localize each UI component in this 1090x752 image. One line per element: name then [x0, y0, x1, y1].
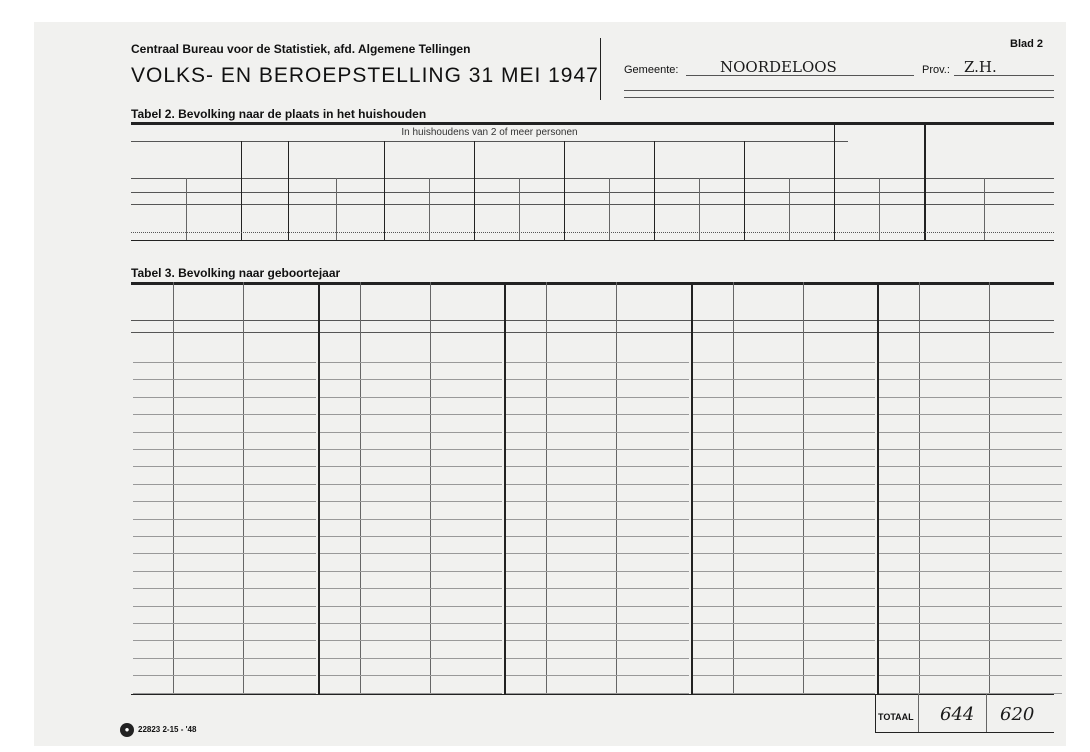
tabel2-sex-divider: [984, 178, 985, 240]
tabel3-row-underline: [693, 379, 876, 380]
tabel3-row-underline: [879, 519, 1062, 520]
totaal-bottom-rule: [875, 732, 1054, 733]
tabel3-row-underline: [320, 466, 503, 467]
tabel3-row-underline: [879, 675, 1062, 676]
tabel3-row-underline: [693, 362, 876, 363]
tabel2-bottom-rule: [131, 240, 1054, 241]
form-code: 22823 2-15 - '48: [138, 725, 197, 734]
tabel2-num-rule: [131, 204, 1054, 205]
tabel3-row-underline: [693, 432, 876, 433]
tabel3-row-underline: [133, 414, 316, 415]
tabel3-col-divider: [243, 282, 244, 694]
tabel2-group-rule: [131, 141, 848, 142]
totaal-divider-1: [875, 694, 876, 732]
tabel3-row-underline: [506, 623, 689, 624]
totaal-men: 644: [940, 704, 975, 725]
tabel3-row-underline: [879, 362, 1062, 363]
tabel3-row-underline: [133, 501, 316, 502]
gemeente-label: Gemeente:: [624, 64, 679, 76]
tabel2-sex-rule: [131, 192, 1054, 193]
tabel3-row-underline: [693, 414, 876, 415]
tabel3-col-divider: [989, 282, 990, 694]
tabel3-row-underline: [320, 484, 503, 485]
tabel3-block-divider: [318, 282, 320, 694]
tabel2-group-divider: [241, 141, 242, 240]
tabel3-row-underline: [133, 484, 316, 485]
tabel3-row-underline: [879, 449, 1062, 450]
tabel3-col-divider: [173, 282, 174, 694]
tabel2-group-divider: [834, 122, 835, 240]
tabel3-row-underline: [506, 414, 689, 415]
header-rule-1: [624, 90, 1054, 91]
tabel3-row-underline: [133, 449, 316, 450]
tabel3-row-underline: [320, 553, 503, 554]
form-title: VOLKS- EN BEROEPSTELLING 31 MEI 1947: [131, 64, 599, 87]
tabel3-row-underline: [320, 362, 503, 363]
tabel3-bottom-rule: [131, 694, 1054, 695]
tabel3-row-underline: [506, 588, 689, 589]
tabel3-row-underline: [133, 588, 316, 589]
tabel3-col-divider: [919, 282, 920, 694]
tabel3-row-underline: [693, 623, 876, 624]
tabel3-row-underline: [693, 397, 876, 398]
tabel3-row-underline: [506, 658, 689, 659]
tabel3-row-underline: [133, 466, 316, 467]
tabel2-title: Tabel 2. Bevolking naar de plaats in het huishouden: [131, 107, 427, 121]
tabel3-row-underline: [506, 606, 689, 607]
tabel3-row-underline: [693, 519, 876, 520]
tabel3-row-underline: [320, 658, 503, 659]
tabel3-row-underline: [693, 553, 876, 554]
tabel3-row-underline: [879, 623, 1062, 624]
tabel3-row-underline: [506, 432, 689, 433]
tabel3-row-underline: [320, 397, 503, 398]
tabel3-col-divider: [430, 282, 431, 694]
tabel3-row-underline: [879, 693, 1062, 694]
prov-underline: [954, 75, 1054, 76]
tabel3-col-divider: [803, 282, 804, 694]
tabel3-row-underline: [693, 675, 876, 676]
tabel3-col-divider: [360, 282, 361, 694]
tabel2-sex-divider: [429, 178, 430, 240]
tabel3-row-underline: [506, 484, 689, 485]
tabel3-row-underline: [506, 379, 689, 380]
tabel3-row-underline: [133, 640, 316, 641]
tabel3-row-underline: [693, 466, 876, 467]
prov-label: Prov.:: [922, 64, 950, 76]
totaal-divider-2: [918, 694, 919, 732]
tabel3-row-underline: [506, 536, 689, 537]
sheet-number: Blad 2: [1010, 38, 1044, 50]
tabel3-row-underline: [693, 588, 876, 589]
tabel2-group-divider: [564, 141, 565, 240]
tabel3-row-underline: [133, 432, 316, 433]
printer-logo: ●: [120, 723, 134, 737]
tabel3-row-underline: [320, 693, 503, 694]
gemeente-value: NOORDELOOS: [720, 58, 837, 76]
tabel3-row-underline: [133, 553, 316, 554]
tabel3-top-rule: [131, 282, 1054, 285]
tabel3-row-underline: [879, 379, 1062, 380]
tabel3-row-underline: [693, 449, 876, 450]
tabel3-row-underline: [879, 414, 1062, 415]
tabel2-top-rule: [131, 122, 1054, 125]
tabel3-row-underline: [879, 501, 1062, 502]
tabel3-row-underline: [693, 571, 876, 572]
tabel3-block-divider: [877, 282, 879, 694]
tabel3-row-underline: [133, 658, 316, 659]
tabel3-row-underline: [693, 693, 876, 694]
tabel3-row-underline: [693, 484, 876, 485]
tabel3-row-underline: [320, 379, 503, 380]
tabel3-row-underline: [133, 606, 316, 607]
tabel3-row-underline: [506, 571, 689, 572]
tabel3-row-underline: [320, 519, 503, 520]
tabel3-row-underline: [320, 536, 503, 537]
tabel3-row-underline: [320, 414, 503, 415]
tabel3-row-underline: [320, 606, 503, 607]
tabel3-row-underline: [879, 606, 1062, 607]
tabel3-num-rule: [131, 332, 1054, 333]
tabel3-row-underline: [133, 379, 316, 380]
tabel3-title: Tabel 3. Bevolking naar geboortejaar: [131, 266, 341, 280]
tabel3-row-underline: [133, 675, 316, 676]
header-rule-2: [624, 97, 1054, 98]
tabel3-row-underline: [506, 553, 689, 554]
tabel3-row-underline: [320, 623, 503, 624]
header-divider: [600, 38, 601, 100]
tabel3-row-underline: [693, 536, 876, 537]
tabel3-row-underline: [320, 449, 503, 450]
bureau-line: Centraal Bureau voor de Statistiek, afd. Algemene Tellingen: [131, 42, 471, 56]
tabel3-header-rule: [131, 320, 1054, 321]
tabel3-col-divider: [546, 282, 547, 694]
tabel2-group-divider: [744, 141, 745, 240]
tabel2-label-rule: [131, 178, 1054, 179]
tabel3-col-divider: [733, 282, 734, 694]
tabel3-row-underline: [693, 606, 876, 607]
tabel3-row-underline: [879, 588, 1062, 589]
tabel2-group-divider: [474, 141, 475, 240]
tabel3-row-underline: [879, 466, 1062, 467]
tabel3-row-underline: [506, 466, 689, 467]
tabel3-row-underline: [506, 397, 689, 398]
tabel2-sex-divider: [609, 178, 610, 240]
tabel2-sex-divider: [789, 178, 790, 240]
tabel3-row-underline: [133, 519, 316, 520]
tabel3-row-underline: [879, 432, 1062, 433]
totaal-divider-3: [986, 694, 987, 732]
tabel3-row-underline: [693, 501, 876, 502]
tabel3-row-underline: [879, 658, 1062, 659]
tabel3-row-underline: [879, 640, 1062, 641]
tabel3-row-underline: [879, 484, 1062, 485]
gemeente-underline: [686, 75, 914, 76]
tabel3-row-underline: [506, 693, 689, 694]
tabel3-row-underline: [879, 536, 1062, 537]
tabel2-group-header: In huishoudens van 2 of meer personen: [401, 127, 578, 138]
tabel3-row-underline: [879, 571, 1062, 572]
tabel3-row-underline: [133, 536, 316, 537]
tabel3-row-underline: [506, 501, 689, 502]
tabel3-row-underline: [506, 362, 689, 363]
tabel2-sex-divider: [519, 178, 520, 240]
tabel2-group-divider: [924, 122, 926, 240]
tabel3-row-underline: [133, 571, 316, 572]
tabel3-row-underline: [133, 693, 316, 694]
tabel3-row-underline: [693, 658, 876, 659]
tabel2-sex-divider: [336, 178, 337, 240]
tabel3-block-divider: [504, 282, 506, 694]
tabel3-row-underline: [506, 675, 689, 676]
tabel3-block-divider: [691, 282, 693, 694]
tabel2-group-divider: [384, 141, 385, 240]
tabel3-row-underline: [320, 675, 503, 676]
tabel2-group-divider: [288, 141, 289, 240]
tabel3-row-underline: [133, 623, 316, 624]
tabel3-row-underline: [320, 640, 503, 641]
tabel2-sex-divider: [699, 178, 700, 240]
tabel3-row-underline: [879, 553, 1062, 554]
tabel3-row-underline: [879, 397, 1062, 398]
tabel3-row-underline: [506, 640, 689, 641]
tabel3-row-underline: [693, 640, 876, 641]
tabel3-row-underline: [133, 362, 316, 363]
tabel2-group-divider: [654, 141, 655, 240]
tabel3-row-underline: [506, 519, 689, 520]
tabel3-row-underline: [320, 501, 503, 502]
tabel3-row-underline: [506, 449, 689, 450]
tabel2-value-underline: [131, 232, 1054, 233]
tabel3-row-underline: [320, 432, 503, 433]
prov-value: Z.H.: [964, 58, 997, 76]
tabel3-row-underline: [320, 588, 503, 589]
totaal-women: 620: [1000, 704, 1035, 725]
tabel3-row-underline: [133, 397, 316, 398]
totaal-label: TOTAAL: [878, 712, 914, 722]
tabel2-sex-divider: [879, 178, 880, 240]
tabel3-col-divider: [616, 282, 617, 694]
tabel2-sex-divider: [186, 178, 187, 240]
tabel3-row-underline: [320, 571, 503, 572]
